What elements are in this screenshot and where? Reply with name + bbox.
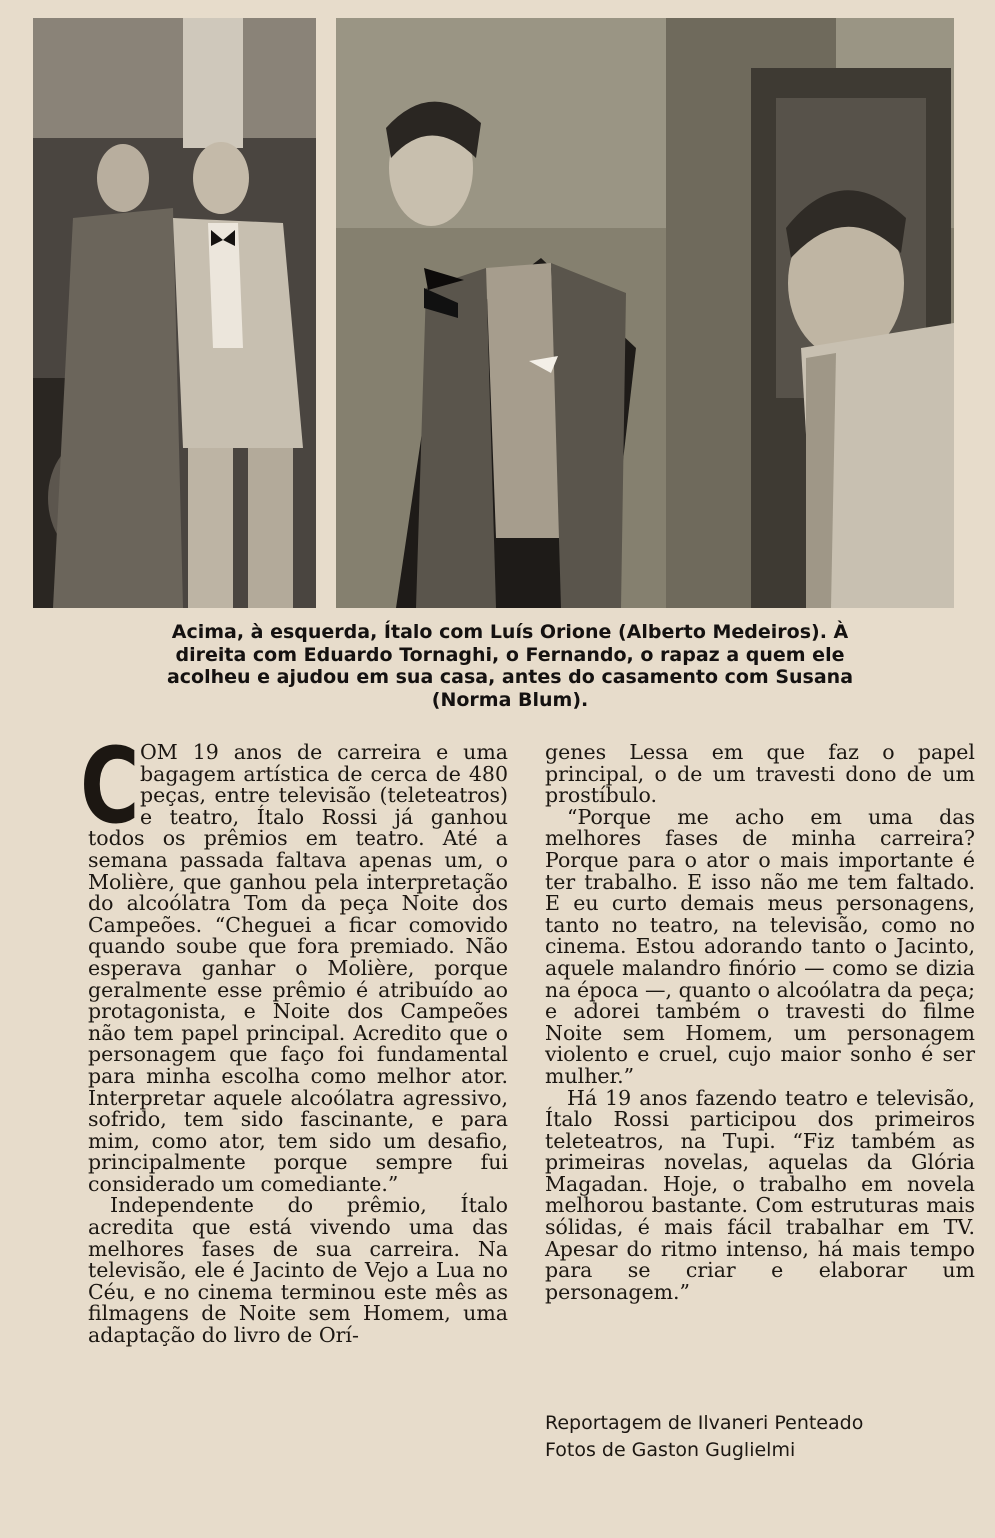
article-paragraph: [80, 725, 508, 1196]
article-column-left: [80, 725, 508, 1348]
drop-cap: C: [80, 725, 140, 847]
credits: [545, 1410, 863, 1464]
article-paragraph: genes Lessa em que faz o papel principal, o de um travesti dono de um prostíbulo.: [545, 740, 975, 808]
photo-credit: Fotos de Gaston Guglielmi: [545, 1439, 796, 1461]
article-paragraph: Há 19 anos fazendo teatro e televisão, Ítalo Rossi participou dos primeiros teleteatros, na Tupi. “Fiz também as primeiras novelas, aquelas da Glória Magadan. Hoje, o trabalho em novela melhorou bastante. Com estruturas mais sólidas, é mais fácil trabalhar em TV. Apesar do ritmo intenso, há mais tempo para se criar e elaborar um personagem.”: [545, 1085, 975, 1304]
article-text: OM 19 anos de carreira e uma bagagem artística de cerca de 480 peças, entre televisão (teleteatros) e teatro, Ítalo Rossi já ganhou todos os prêmios em teatro. Até a semana passada faltava apenas um, o Molière, que ganhou pela interpretação do alcoólatra Tom da peça Noite dos Campeões. “Cheguei a ficar comovido quando soube que fora premiado. Não esperava ganhar o Molière, porque geralmente esse prêmio é atribuído ao protagonista, e Noite dos Campeões não tem papel principal. Acredito que o personagem que faço foi fundamental para minha escolha como melhor ator. Interpretar aquele alcoólatra agressivo, sofrido, tem sido fascinante, e para mim, como ator, tem sido um desafio, principalmente porque sempre fui considerado um comediante.”: [88, 740, 508, 1196]
article-paragraph: “Porque me acho em uma das melhores fases de minha carreira? Porque para o ator o mais importante é ter trabalho. E isso não me tem faltado. E eu curto demais meus personagens, tanto no teatro, na televisão, como no cinema. Estou adorando tanto o Jacinto, aquele malandro finório — como se dizia na época —, quanto o alcoólatra da peça; e adorei também o travesti do filme Noite sem Homem, um personagem violento e cruel, cujo maior sonho é ser mulher.”: [545, 804, 975, 1088]
article-paragraph: Independente do prêmio, Ítalo acredita que está vivendo uma das melhores fases de sua carreira. Na televisão, ele é Jacinto de Vejo a Lua no Céu, e no cinema terminou este mês as filmagens de Noite sem Homem, uma adaptação do livro de Orí-: [88, 1193, 508, 1348]
photo-right: [336, 18, 954, 608]
photo-caption: Acima, à esquerda, Ítalo com Luís Orione (Alberto Medeiros). À direita com Eduardo Tornaghi, o Fernando, o rapaz a quem ele acolheu e ajudou em sua casa, antes do casamento com Susana (Norma Blum).: [166, 621, 854, 711]
report-credit: Reportagem de Ilvaneri Penteado: [545, 1412, 864, 1434]
article-column-right: [545, 742, 975, 1303]
photo-left: [33, 18, 316, 608]
